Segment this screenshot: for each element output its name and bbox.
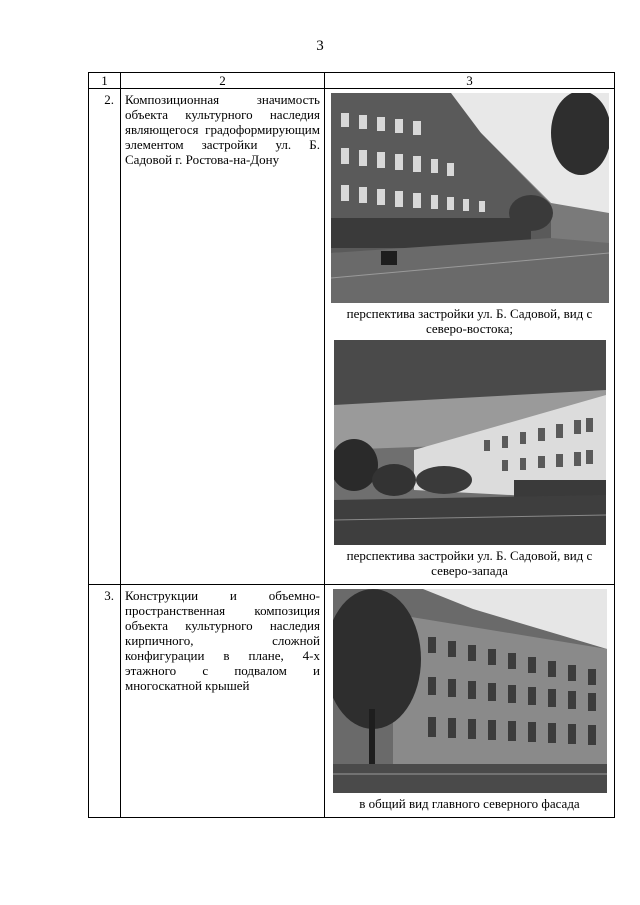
row-number: 3.: [89, 585, 121, 818]
photo-caption: в общий вид главного северного фасада: [359, 796, 580, 811]
header-col-1: 1: [89, 73, 121, 89]
photo-caption: перспектива застройки ул. Б. Садовой, вид с северо-запада: [346, 548, 593, 578]
table-row: [89, 89, 615, 585]
facade-photo-north: [333, 589, 607, 793]
table-header-row: [89, 73, 615, 89]
header-col-3: 3: [325, 73, 615, 89]
page-number: 3: [316, 38, 324, 54]
photo-cell: [325, 89, 615, 585]
row-number: 2.: [89, 89, 121, 585]
photo-cell: [325, 585, 615, 818]
row-description: Композиционная значимость объекта культурного наследия являющегося градоформирующим элементом застройки ул. Б. Садовой г. Ростова-на-Дону: [121, 89, 325, 585]
document-table: [88, 72, 615, 818]
photo-caption: перспектива застройки ул. Б. Садовой, вид с северо-востока;: [346, 306, 593, 336]
row-description: Конструкции и объемно-пространственная композиция объекта культурного наследия кирпичного, сложной конфигурации в плане, 4-х этажного с подвалом и многоскатной крышей: [121, 585, 325, 818]
street-photo-northwest: [334, 340, 606, 545]
header-col-2: 2: [121, 73, 325, 89]
street-photo-northeast: [331, 93, 609, 303]
table-row: [89, 585, 615, 818]
